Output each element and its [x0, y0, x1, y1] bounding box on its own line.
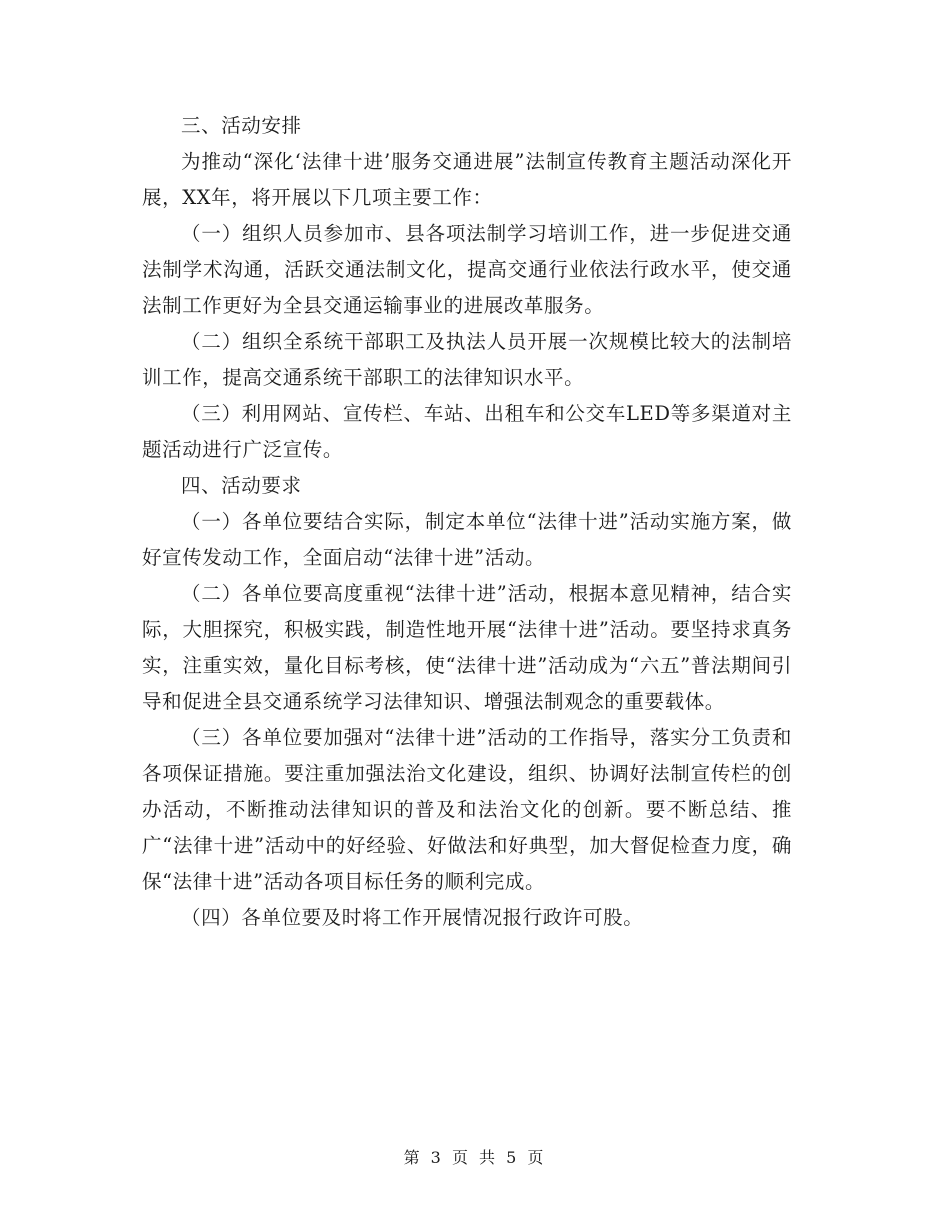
paragraph-requirement-4: （四）各单位要及时将工作开展情况报行政许可股。: [181, 906, 644, 929]
paragraph-arrangement-3: （三）利用网站、宣传栏、车站、出租车和公交车LED等多渠道对主题活动进行广泛宣传。: [142, 402, 792, 461]
paragraph-requirement-2: （二）各单位要高度重视“法律十进”活动，根据本意见精神，结合实际，大胆探究，积极实践，制造性地开展“法律十进”活动。要坚持求真务实，注重实效，量化目标考核，使“法律十进”活动成为“六五”普法期间引导和促进全县交通系统学习法律知识、增强法制观念的重要载体。: [142, 582, 792, 713]
paragraph-requirement-1: （一）各单位要结合实际，制定本单位“法律十进”活动实施方案，做好宣传发动工作，全面启动“法律十进”活动。: [142, 510, 792, 569]
section-heading-activity-arrangement: 三、活动安排: [181, 114, 302, 137]
paragraph-requirement-3: （三）各单位要加强对“法律十进”活动的工作指导，落实分工负责和各项保证措施。要注重加强法治文化建设，组织、协调好法制宣传栏的创办活动，不断推动法律知识的普及和法治文化的创新。要不断总结、推广“法律十进”活动中的好经验、好做法和好典型，加大督促检查力度，确保“法律十进”活动各项目标任务的顺利完成。: [142, 726, 792, 893]
page-number-footer: 第 3 页 共 5 页: [403, 1148, 547, 1167]
paragraph-arrangement-1: （一）组织人员参加市、县各项法制学习培训工作，进一步促进交通法制学术沟通，活跃交通法制文化，提高交通行业依法行政水平，使交通法制工作更好为全县交通运输事业的进展改革服务。: [142, 222, 792, 317]
section-heading-activity-requirements: 四、活动要求: [181, 474, 302, 497]
paragraph-arrangement-2: （二）组织全系统干部职工及执法人员开展一次规模比较大的法制培训工作，提高交通系统干部职工的法律知识水平。: [142, 330, 792, 389]
paragraph-intro: 为推动“深化‘法律十进’服务交通进展”法制宣传教育主题活动深化开展，XX年，将开展以下几项主要工作：: [142, 150, 792, 209]
document-body: [142, 108, 792, 936]
